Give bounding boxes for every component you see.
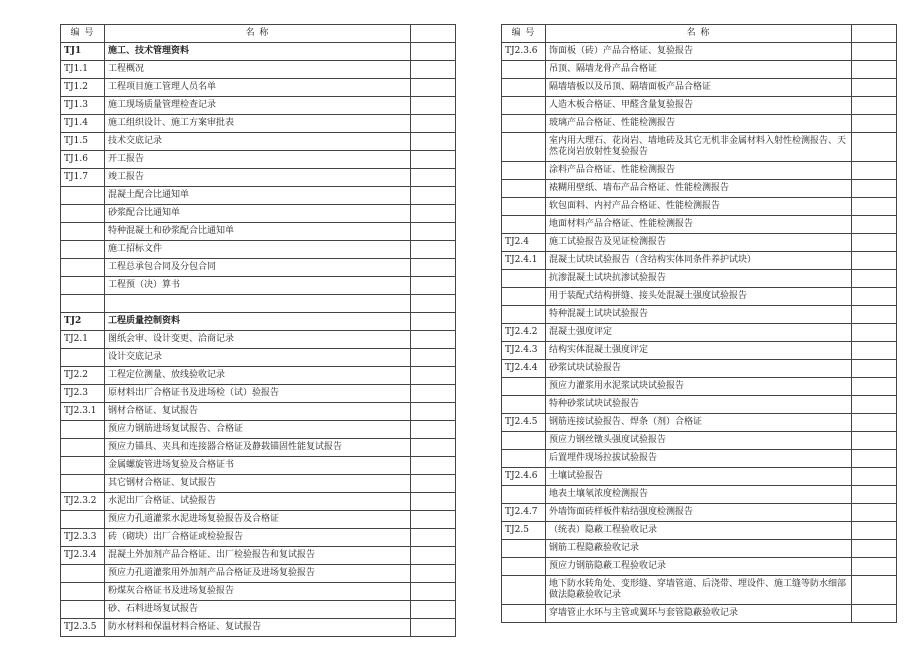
item-blank-cell bbox=[852, 360, 897, 378]
item-code: TJ2.4.3 bbox=[502, 342, 546, 360]
table-row bbox=[502, 288, 897, 306]
item-blank-cell bbox=[411, 511, 456, 529]
item-code bbox=[502, 378, 546, 396]
item-code bbox=[61, 187, 105, 205]
item-blank-cell bbox=[852, 342, 897, 360]
item-blank-cell bbox=[852, 605, 897, 623]
item-name: 施工组织设计、施工方案审批表 bbox=[105, 115, 411, 133]
table-row bbox=[502, 198, 897, 216]
item-code bbox=[502, 133, 546, 162]
item-code bbox=[502, 270, 546, 288]
header-name: 名 称 bbox=[105, 25, 411, 43]
item-name: 施工现场质量管理检查记录 bbox=[105, 97, 411, 115]
item-name: 水泥出厂合格证、试验报告 bbox=[105, 493, 411, 511]
table-row bbox=[61, 61, 456, 79]
table-row bbox=[502, 270, 897, 288]
item-name: 隔墙墙板以及吊顶、隔墙面板产品合格证 bbox=[546, 79, 852, 97]
item-name: 混凝土强度评定 bbox=[546, 324, 852, 342]
item-blank-cell bbox=[411, 277, 456, 295]
table-row bbox=[61, 151, 456, 169]
item-name: 后置埋件现场拉拔试验报告 bbox=[546, 450, 852, 468]
item-name: 施工试验报告及见证检测报告 bbox=[546, 234, 852, 252]
item-name: 工程预（决）算书 bbox=[105, 277, 411, 295]
table-row bbox=[61, 529, 456, 547]
table-row bbox=[61, 187, 456, 205]
item-blank-cell bbox=[411, 133, 456, 151]
item-code: TJ2.5 bbox=[502, 522, 546, 540]
item-blank-cell bbox=[852, 180, 897, 198]
item-name: 混凝土配合比通知单 bbox=[105, 187, 411, 205]
item-blank-cell bbox=[852, 115, 897, 133]
item-blank-cell bbox=[852, 270, 897, 288]
item-name: 金属螺旋管进场复验及合格证书 bbox=[105, 457, 411, 475]
table-row bbox=[502, 180, 897, 198]
item-name: 砂、石料进场复试报告 bbox=[105, 601, 411, 619]
item-code: TJ1.5 bbox=[61, 133, 105, 151]
table-row bbox=[61, 457, 456, 475]
item-name: 预应力孔道灌浆用外加剂产品合格证及进场复验报告 bbox=[105, 565, 411, 583]
item-blank-cell bbox=[411, 547, 456, 565]
item-name: 用于装配式结构拼缝、接头处混凝土强度试验报告 bbox=[546, 288, 852, 306]
item-name: 土壤试验报告 bbox=[546, 468, 852, 486]
item-name: 粉煤灰合格证书及进场复验报告 bbox=[105, 583, 411, 601]
item-blank-cell bbox=[852, 450, 897, 468]
item-code: TJ2.4.6 bbox=[502, 468, 546, 486]
item-name: 工程定位测量、放线验收记录 bbox=[105, 367, 411, 385]
item-blank-cell bbox=[411, 601, 456, 619]
table-row bbox=[502, 468, 897, 486]
item-code bbox=[502, 486, 546, 504]
item-blank-cell bbox=[852, 43, 897, 61]
item-name: 其它钢材合格证、复试报告 bbox=[105, 475, 411, 493]
table-row bbox=[61, 385, 456, 403]
item-blank-cell bbox=[852, 396, 897, 414]
item-blank-cell bbox=[852, 432, 897, 450]
item-name: 技术交底记录 bbox=[105, 133, 411, 151]
item-code bbox=[502, 162, 546, 180]
item-code bbox=[502, 61, 546, 79]
item-name: 软包面料、内衬产品合格证、性能检测报告 bbox=[546, 198, 852, 216]
table-row bbox=[61, 331, 456, 349]
item-blank-cell bbox=[411, 439, 456, 457]
item-code bbox=[502, 576, 546, 605]
table-row bbox=[502, 133, 897, 162]
item-code: TJ2.2 bbox=[61, 367, 105, 385]
table-row bbox=[502, 252, 897, 270]
item-code: TJ2.4.5 bbox=[502, 414, 546, 432]
item-blank-cell bbox=[411, 43, 456, 61]
item-code: TJ2.3.2 bbox=[61, 493, 105, 511]
item-blank-cell bbox=[411, 241, 456, 259]
item-blank-cell bbox=[411, 403, 456, 421]
item-code bbox=[61, 421, 105, 439]
table-row bbox=[502, 486, 897, 504]
item-name: 钢材合格证、复试报告 bbox=[105, 403, 411, 421]
item-blank-cell bbox=[852, 324, 897, 342]
item-name bbox=[105, 295, 411, 313]
item-code bbox=[502, 115, 546, 133]
table-row bbox=[61, 619, 456, 637]
item-name: 预应力钢筋进场复试报告、合格证 bbox=[105, 421, 411, 439]
item-name: 抗渗混凝土试块抗渗试验报告 bbox=[546, 270, 852, 288]
item-code bbox=[502, 216, 546, 234]
table-row bbox=[502, 342, 897, 360]
item-name: 工程项目施工管理人员名单 bbox=[105, 79, 411, 97]
table-row bbox=[61, 475, 456, 493]
table-row bbox=[61, 367, 456, 385]
table-row bbox=[61, 79, 456, 97]
item-blank-cell bbox=[411, 187, 456, 205]
item-name: 施工、技术管理资料 bbox=[105, 43, 411, 61]
item-code: TJ2.3.4 bbox=[61, 547, 105, 565]
item-name: 砖（砌块）出厂合格证或检验报告 bbox=[105, 529, 411, 547]
item-code bbox=[61, 277, 105, 295]
item-code: TJ2 bbox=[61, 313, 105, 331]
item-name: 工程总承包合同及分包合同 bbox=[105, 259, 411, 277]
item-code: TJ2.3.5 bbox=[61, 619, 105, 637]
item-blank-cell bbox=[852, 540, 897, 558]
item-code bbox=[502, 198, 546, 216]
item-blank-cell bbox=[852, 162, 897, 180]
item-name: 裱糊用壁纸、墙布产品合格证、性能检测报告 bbox=[546, 180, 852, 198]
item-name: 施工招标文件 bbox=[105, 241, 411, 259]
item-code bbox=[61, 241, 105, 259]
item-blank-cell bbox=[411, 115, 456, 133]
item-code: TJ1.1 bbox=[61, 61, 105, 79]
item-code: TJ2.1 bbox=[61, 331, 105, 349]
table-row bbox=[502, 504, 897, 522]
item-code: TJ2.3.1 bbox=[61, 403, 105, 421]
item-code bbox=[61, 511, 105, 529]
item-name: 混凝土试块试验报告（含结构实体同条件养护试块） bbox=[546, 252, 852, 270]
item-name: 地下防水转角处、变形缝、穿墙管道、后浇带、埋设件、施工缝等防水细部做法隐蔽验收记录 bbox=[546, 576, 852, 605]
table-row bbox=[61, 511, 456, 529]
item-code: TJ1 bbox=[61, 43, 105, 61]
item-code: TJ2.3 bbox=[61, 385, 105, 403]
table-row bbox=[502, 306, 897, 324]
item-name: 防水材料和保温材料合格证、复试报告 bbox=[105, 619, 411, 637]
item-name: 地面材料产品合格证、性能检测报告 bbox=[546, 216, 852, 234]
item-code bbox=[502, 450, 546, 468]
item-blank-cell bbox=[411, 565, 456, 583]
item-code: TJ2.4.7 bbox=[502, 504, 546, 522]
item-blank-cell bbox=[852, 234, 897, 252]
item-code bbox=[61, 259, 105, 277]
item-blank-cell bbox=[852, 576, 897, 605]
item-code bbox=[502, 79, 546, 97]
item-blank-cell bbox=[852, 61, 897, 79]
table-row bbox=[61, 115, 456, 133]
item-code bbox=[502, 558, 546, 576]
item-blank-cell bbox=[411, 421, 456, 439]
right-page bbox=[501, 24, 897, 623]
item-name: 开工报告 bbox=[105, 151, 411, 169]
item-code bbox=[502, 605, 546, 623]
item-name: 砂浆配合比通知单 bbox=[105, 205, 411, 223]
item-name: 涂料产品合格证、性能检测报告 bbox=[546, 162, 852, 180]
table-row bbox=[502, 396, 897, 414]
item-name: 原材料出厂合格证书及进场检（试）验报告 bbox=[105, 385, 411, 403]
item-blank-cell bbox=[411, 349, 456, 367]
item-blank-cell bbox=[411, 385, 456, 403]
item-code bbox=[502, 288, 546, 306]
item-blank-cell bbox=[411, 79, 456, 97]
item-name: 人造木板合格证、甲醛含量复验报告 bbox=[546, 97, 852, 115]
table-row bbox=[61, 439, 456, 457]
item-code bbox=[61, 205, 105, 223]
item-code bbox=[502, 432, 546, 450]
item-blank-cell bbox=[852, 558, 897, 576]
item-code bbox=[61, 439, 105, 457]
item-name: 结构实体混凝土强度评定 bbox=[546, 342, 852, 360]
item-blank-cell bbox=[852, 288, 897, 306]
table-row bbox=[502, 450, 897, 468]
item-name: 预应力灌浆用水泥浆试块试验报告 bbox=[546, 378, 852, 396]
table-row bbox=[502, 61, 897, 79]
item-name: 预应力锚具、夹具和连接器合格证及静载锚固性能复试报告 bbox=[105, 439, 411, 457]
item-code: TJ2.4.4 bbox=[502, 360, 546, 378]
table-row bbox=[502, 97, 897, 115]
table-row bbox=[61, 259, 456, 277]
item-blank-cell bbox=[852, 79, 897, 97]
table-row bbox=[502, 234, 897, 252]
table-row bbox=[61, 313, 456, 331]
table-row bbox=[502, 378, 897, 396]
item-code bbox=[61, 295, 105, 313]
table-row bbox=[502, 115, 897, 133]
item-blank-cell bbox=[411, 151, 456, 169]
item-code: TJ1.6 bbox=[61, 151, 105, 169]
table-row bbox=[61, 403, 456, 421]
table-row bbox=[61, 493, 456, 511]
item-blank-cell bbox=[852, 252, 897, 270]
left-page bbox=[60, 24, 456, 637]
item-code: TJ1.2 bbox=[61, 79, 105, 97]
item-blank-cell bbox=[411, 583, 456, 601]
item-name: 外墙饰面砖样板件粘结强度检测报告 bbox=[546, 504, 852, 522]
item-code: TJ2.3.6 bbox=[502, 43, 546, 61]
item-code bbox=[502, 306, 546, 324]
table-row bbox=[61, 133, 456, 151]
item-blank-cell bbox=[411, 331, 456, 349]
header-blank bbox=[852, 25, 897, 43]
item-code bbox=[61, 601, 105, 619]
item-blank-cell bbox=[852, 468, 897, 486]
table-row bbox=[61, 223, 456, 241]
item-code bbox=[502, 396, 546, 414]
item-blank-cell bbox=[411, 97, 456, 115]
item-blank-cell bbox=[852, 198, 897, 216]
item-name: 混凝土外加剂产品合格证、出厂检验报告和复试报告 bbox=[105, 547, 411, 565]
table-row bbox=[61, 169, 456, 187]
item-blank-cell bbox=[411, 259, 456, 277]
item-name: 室内用大理石、花岗岩、墙地砖及其它无机非金属材料入射性检测报告、天然花岗岩放射性复验报告 bbox=[546, 133, 852, 162]
item-code bbox=[502, 97, 546, 115]
table-row bbox=[61, 583, 456, 601]
item-name: 特种混凝土和砂浆配合比通知单 bbox=[105, 223, 411, 241]
item-name: 玻璃产品合格证、性能检测报告 bbox=[546, 115, 852, 133]
item-name: （统表）隐蔽工程验收记录 bbox=[546, 522, 852, 540]
item-blank-cell bbox=[411, 529, 456, 547]
item-name: 吊顶、隔墙龙骨产品合格证 bbox=[546, 61, 852, 79]
item-code: TJ1.4 bbox=[61, 115, 105, 133]
item-name: 特种砂浆试块试验报告 bbox=[546, 396, 852, 414]
left-index-table bbox=[60, 24, 456, 637]
item-code bbox=[61, 565, 105, 583]
table-row bbox=[502, 605, 897, 623]
item-name: 设计交底记录 bbox=[105, 349, 411, 367]
item-name: 钢筋工程隐蔽验收记录 bbox=[546, 540, 852, 558]
item-name: 饰面板（砖）产品合格证、复验报告 bbox=[546, 43, 852, 61]
item-blank-cell bbox=[411, 367, 456, 385]
item-code bbox=[502, 540, 546, 558]
item-name: 特种混凝土试块试验报告 bbox=[546, 306, 852, 324]
item-name: 预应力钢筋隐蔽工程验收记录 bbox=[546, 558, 852, 576]
table-row bbox=[502, 216, 897, 234]
table-row bbox=[502, 522, 897, 540]
item-code: TJ2.4.2 bbox=[502, 324, 546, 342]
item-code: TJ2.4 bbox=[502, 234, 546, 252]
header-code: 编 号 bbox=[61, 25, 105, 43]
table-row bbox=[61, 43, 456, 61]
item-blank-cell bbox=[852, 216, 897, 234]
table-row bbox=[61, 205, 456, 223]
item-blank-cell bbox=[852, 522, 897, 540]
item-blank-cell bbox=[411, 313, 456, 331]
header-code: 编 号 bbox=[502, 25, 546, 43]
item-blank-cell bbox=[411, 61, 456, 79]
right-index-table bbox=[501, 24, 897, 623]
table-row bbox=[502, 540, 897, 558]
item-blank-cell bbox=[852, 378, 897, 396]
item-blank-cell bbox=[411, 205, 456, 223]
header-name: 名 称 bbox=[546, 25, 852, 43]
item-code bbox=[61, 349, 105, 367]
table-row bbox=[61, 295, 456, 313]
table-row bbox=[61, 349, 456, 367]
item-name: 地表土壤氡浓度检测报告 bbox=[546, 486, 852, 504]
table-row bbox=[502, 414, 897, 432]
table-row bbox=[61, 565, 456, 583]
table-header-row bbox=[502, 25, 897, 43]
item-blank-cell bbox=[852, 133, 897, 162]
item-blank-cell bbox=[411, 169, 456, 187]
item-code: TJ1.3 bbox=[61, 97, 105, 115]
item-code: TJ1.7 bbox=[61, 169, 105, 187]
table-header-row bbox=[61, 25, 456, 43]
table-row bbox=[502, 79, 897, 97]
item-blank-cell bbox=[852, 97, 897, 115]
item-name: 竣工报告 bbox=[105, 169, 411, 187]
table-row bbox=[61, 601, 456, 619]
item-name: 钢筋连接试验报告、焊条（剂）合格证 bbox=[546, 414, 852, 432]
item-name: 预应力孔道灌浆水泥进场复验报告及合格证 bbox=[105, 511, 411, 529]
table-row bbox=[502, 360, 897, 378]
table-row bbox=[502, 558, 897, 576]
item-blank-cell bbox=[852, 414, 897, 432]
table-row bbox=[61, 421, 456, 439]
item-name: 穿墙管止水环与主管或翼环与套管隐蔽验收记录 bbox=[546, 605, 852, 623]
item-code: TJ2.4.1 bbox=[502, 252, 546, 270]
table-row bbox=[61, 547, 456, 565]
item-name: 预应力钢丝镦头强度试验报告 bbox=[546, 432, 852, 450]
item-blank-cell bbox=[852, 504, 897, 522]
item-code: TJ2.3.3 bbox=[61, 529, 105, 547]
item-blank-cell bbox=[852, 306, 897, 324]
table-row bbox=[502, 43, 897, 61]
item-blank-cell bbox=[411, 457, 456, 475]
item-blank-cell bbox=[411, 475, 456, 493]
table-row bbox=[61, 241, 456, 259]
item-name: 工程质量控制资料 bbox=[105, 313, 411, 331]
item-name: 工程概况 bbox=[105, 61, 411, 79]
header-blank bbox=[411, 25, 456, 43]
table-row bbox=[502, 162, 897, 180]
item-code bbox=[61, 223, 105, 241]
table-row bbox=[61, 277, 456, 295]
item-name: 图纸会审、设计变更、洽商记录 bbox=[105, 331, 411, 349]
item-blank-cell bbox=[411, 619, 456, 637]
item-code bbox=[61, 583, 105, 601]
item-code bbox=[61, 475, 105, 493]
table-row bbox=[502, 432, 897, 450]
item-blank-cell bbox=[411, 295, 456, 313]
item-name: 砂浆试块试验报告 bbox=[546, 360, 852, 378]
table-row bbox=[61, 97, 456, 115]
item-code bbox=[61, 457, 105, 475]
item-code bbox=[502, 180, 546, 198]
item-blank-cell bbox=[852, 486, 897, 504]
item-blank-cell bbox=[411, 223, 456, 241]
item-blank-cell bbox=[411, 493, 456, 511]
table-row bbox=[502, 324, 897, 342]
table-row bbox=[502, 576, 897, 605]
